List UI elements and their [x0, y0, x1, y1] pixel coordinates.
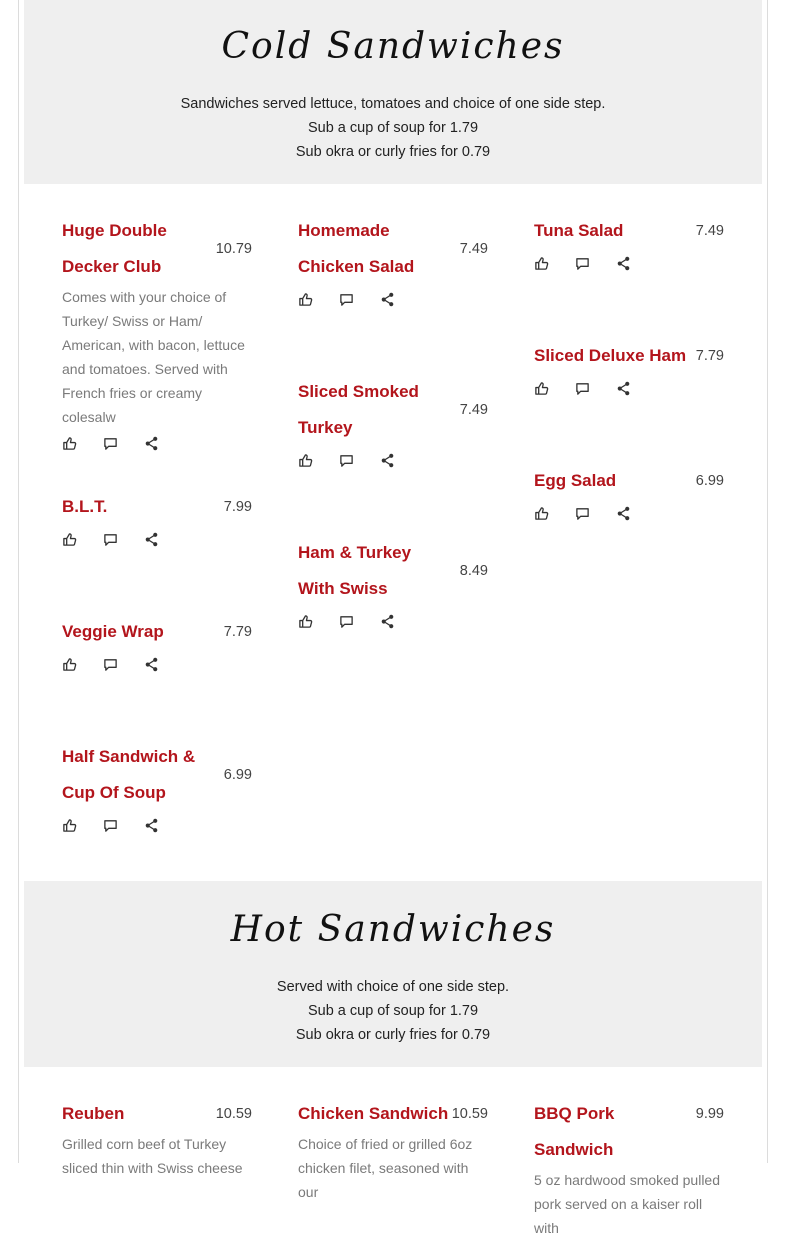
- item-name[interactable]: B.L.T.: [62, 497, 108, 516]
- comment-icon[interactable]: [339, 453, 354, 468]
- item-actions: [62, 435, 252, 451]
- comment-icon[interactable]: [575, 256, 590, 271]
- item-price: 7.99: [223, 499, 252, 515]
- comment-icon[interactable]: [103, 818, 118, 833]
- section-note: Served with choice of one side step.: [276, 979, 510, 995]
- item-name[interactable]: Tuna Salad: [534, 221, 624, 240]
- section-note: Sandwiches served lettuce, tomatoes and choice of one side step.: [180, 96, 606, 112]
- menu-item: [298, 1096, 488, 1204]
- item-description: Choice of fried or grilled 6oz chicken filet, seasoned with our: [298, 1136, 473, 1200]
- item-actions: [534, 380, 724, 396]
- menu-item: [62, 1096, 252, 1180]
- item-name[interactable]: Chicken Sandwich: [298, 1104, 449, 1123]
- section-note: Sub a cup of soup for 1.79: [307, 1003, 479, 1019]
- menu-item: [534, 1096, 724, 1240]
- item-name[interactable]: Huge Double Decker Club: [62, 221, 167, 276]
- menu-item: [534, 463, 724, 521]
- thumbs-up-icon[interactable]: [62, 532, 77, 547]
- item-name[interactable]: Sliced Deluxe Ham: [534, 346, 687, 365]
- menu-item: [62, 489, 252, 547]
- thumbs-up-icon[interactable]: [298, 292, 313, 307]
- item-price: 7.49: [459, 402, 488, 418]
- share-icon[interactable]: [380, 614, 395, 629]
- comment-icon[interactable]: [339, 292, 354, 307]
- comment-icon[interactable]: [103, 657, 118, 672]
- comment-icon[interactable]: [575, 506, 590, 521]
- thumbs-up-icon[interactable]: [62, 818, 77, 833]
- item-price: 10.79: [215, 241, 252, 257]
- menu-item: [62, 213, 252, 451]
- menu-item: [534, 338, 724, 396]
- menu-item: [534, 213, 724, 271]
- item-price: 10.59: [451, 1106, 488, 1122]
- item-description: Comes with your choice of Turkey/ Swiss or Ham/ American, with bacon, lettuce and tomatoes. Served with French fries or creamy colesalw: [62, 289, 245, 425]
- item-name[interactable]: Sliced Smoked Turkey: [298, 382, 419, 437]
- comment-icon[interactable]: [103, 436, 118, 451]
- item-actions: [534, 505, 724, 521]
- menu-item: [62, 739, 252, 833]
- share-icon[interactable]: [616, 506, 631, 521]
- item-price: 7.49: [695, 223, 724, 239]
- item-price: 10.59: [215, 1106, 252, 1122]
- thumbs-up-icon[interactable]: [534, 256, 549, 271]
- hot-sandwiches-header: [24, 881, 762, 1067]
- share-icon[interactable]: [144, 657, 159, 672]
- thumbs-up-icon[interactable]: [62, 436, 77, 451]
- share-icon[interactable]: [380, 292, 395, 307]
- item-name[interactable]: Half Sandwich & Cup Of Soup: [62, 747, 196, 802]
- thumbs-up-icon[interactable]: [534, 506, 549, 521]
- section-note: Sub okra or curly fries for 0.79: [295, 1027, 491, 1043]
- section-title: Cold Sandwiches: [221, 26, 565, 67]
- item-actions: [62, 817, 252, 833]
- item-name[interactable]: Homemade Chicken Salad: [298, 221, 415, 276]
- item-actions: [298, 452, 488, 468]
- item-price: 6.99: [223, 767, 252, 783]
- share-icon[interactable]: [144, 532, 159, 547]
- item-price: 7.79: [223, 624, 252, 640]
- item-name[interactable]: Veggie Wrap: [62, 622, 164, 641]
- share-icon[interactable]: [380, 453, 395, 468]
- item-actions: [62, 531, 252, 547]
- item-price: 7.79: [695, 348, 724, 364]
- thumbs-up-icon[interactable]: [534, 381, 549, 396]
- share-icon[interactable]: [144, 436, 159, 451]
- menu-item: [298, 213, 488, 307]
- thumbs-up-icon[interactable]: [62, 657, 77, 672]
- item-name[interactable]: Ham & Turkey With Swiss: [298, 543, 412, 598]
- comment-icon[interactable]: [575, 381, 590, 396]
- comment-icon[interactable]: [339, 614, 354, 629]
- item-name[interactable]: Egg Salad: [534, 471, 617, 490]
- item-description: Grilled corn beef ot Turkey sliced thin with Swiss cheese: [62, 1136, 243, 1176]
- item-actions: [62, 656, 252, 672]
- share-icon[interactable]: [616, 381, 631, 396]
- menu-item: [298, 535, 488, 629]
- section-title: Hot Sandwiches: [230, 909, 556, 950]
- section-note: Sub okra or curly fries for 0.79: [295, 144, 491, 160]
- cold-sandwiches-header: [24, 0, 762, 184]
- thumbs-up-icon[interactable]: [298, 614, 313, 629]
- item-price: 7.49: [459, 241, 488, 257]
- share-icon[interactable]: [144, 818, 159, 833]
- item-price: 8.49: [459, 563, 488, 579]
- comment-icon[interactable]: [103, 532, 118, 547]
- item-description: 5 oz hardwood smoked pulled pork served on a kaiser roll with: [534, 1172, 721, 1236]
- item-name[interactable]: BBQ Pork Sandwich: [534, 1104, 615, 1159]
- item-price: 9.99: [695, 1106, 724, 1122]
- section-note: Sub a cup of soup for 1.79: [307, 120, 479, 136]
- item-actions: [298, 613, 488, 629]
- item-price: 6.99: [695, 473, 724, 489]
- item-actions: [534, 255, 724, 271]
- thumbs-up-icon[interactable]: [298, 453, 313, 468]
- item-name[interactable]: Reuben: [62, 1104, 125, 1123]
- share-icon[interactable]: [616, 256, 631, 271]
- menu-item: [62, 614, 252, 672]
- menu-item: [298, 374, 488, 468]
- item-actions: [298, 291, 488, 307]
